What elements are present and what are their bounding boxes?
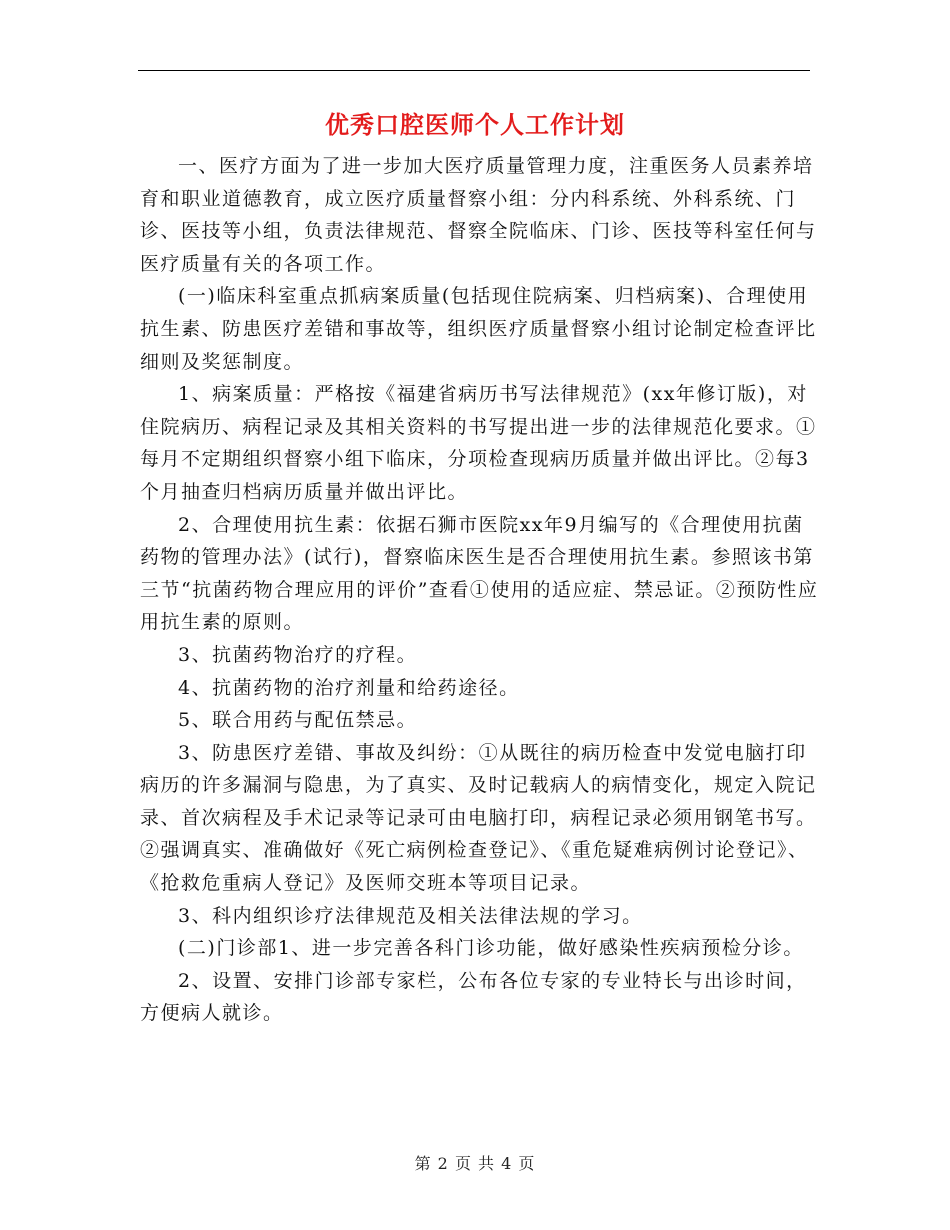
paragraph-error-prevention: 3、防患医疗差错、事故及纠纷：①从既往的病历检查中发觉电脑打印病历的许多漏洞与隐患，为了真实、及时记载病人的病情变化，规定入院记录、首次病程及手术记录等记录可由电脑打印，病程记录必须用钢笔书写。②强调真实、准确做好《死亡病例检查登记》、《重危疑难病例讨论登记》、《抢救危重病人登记》及医师交班本等项目记录。	[140, 741, 817, 895]
paragraph-medical-quality: 一、医疗方面为了进一步加大医疗质量管理力度，注重医务人员素养培育和职业道德教育，成立医疗质量督察小组：分内科系统、外科系统、门诊、医技等小组，负责法律规范、督察全院临床、门诊、医技等科室任何与医疗质量有关的各项工作。	[140, 155, 817, 275]
paragraph-case-quality: 1、病案质量：严格按《福建省病历书写法律规范》(xx年修订版)，对住院病历、病程记录及其相关资料的书写提出进一步的法律规范化要求。①每月不定期组织督察小组下临床，分项检查现病历质量并做出评比。②每3个月抽查归档病历质量并做出评比。	[140, 383, 817, 503]
document-body	[140, 150, 820, 1030]
paragraph-clinical-departments: (一)临床科室重点抓病案质量(包括现住院病案、归档病案)、合理使用抗生素、防患医疗差错和事故等，组织医疗质量督察小组讨论制定检查评比细则及奖惩制度。	[140, 285, 817, 373]
document-title: 优秀口腔医师个人工作计划	[325, 111, 625, 139]
page-number: 第 2 页 共 4 页	[414, 1154, 536, 1173]
paragraph-treatment-course: 3、抗菌药物治疗的疗程。	[178, 643, 418, 666]
paragraph-antibiotics: 2、合理使用抗生素：依据石狮市医院xx年9月编写的《合理使用抗菌药物的管理办法》(试行)，督察临床医生是否合理使用抗生素。参照该书第三节“抗菌药物合理应用的评价”查看①使用的适应症、禁忌证。②预防性应用抗生素的原则。	[140, 513, 819, 634]
paragraph-outpatient: (二)门诊部1、进一步完善各科门诊功能，做好感染性疾病预检分诊。	[178, 937, 804, 960]
paragraph-combination: 5、联合用药与配伍禁忌。	[178, 709, 418, 732]
header-rule	[138, 70, 810, 71]
paragraph-law-study: 3、科内组织诊疗法律规范及相关法律法规的学习。	[178, 904, 643, 927]
paragraph-expert-column: 2、设置、安排门诊部专家栏，公布各位专家的专业特长与出诊时间，方便病人就诊。	[140, 969, 807, 1025]
paragraph-dosage: 4、抗菌药物的治疗剂量和给药途径。	[178, 676, 520, 699]
